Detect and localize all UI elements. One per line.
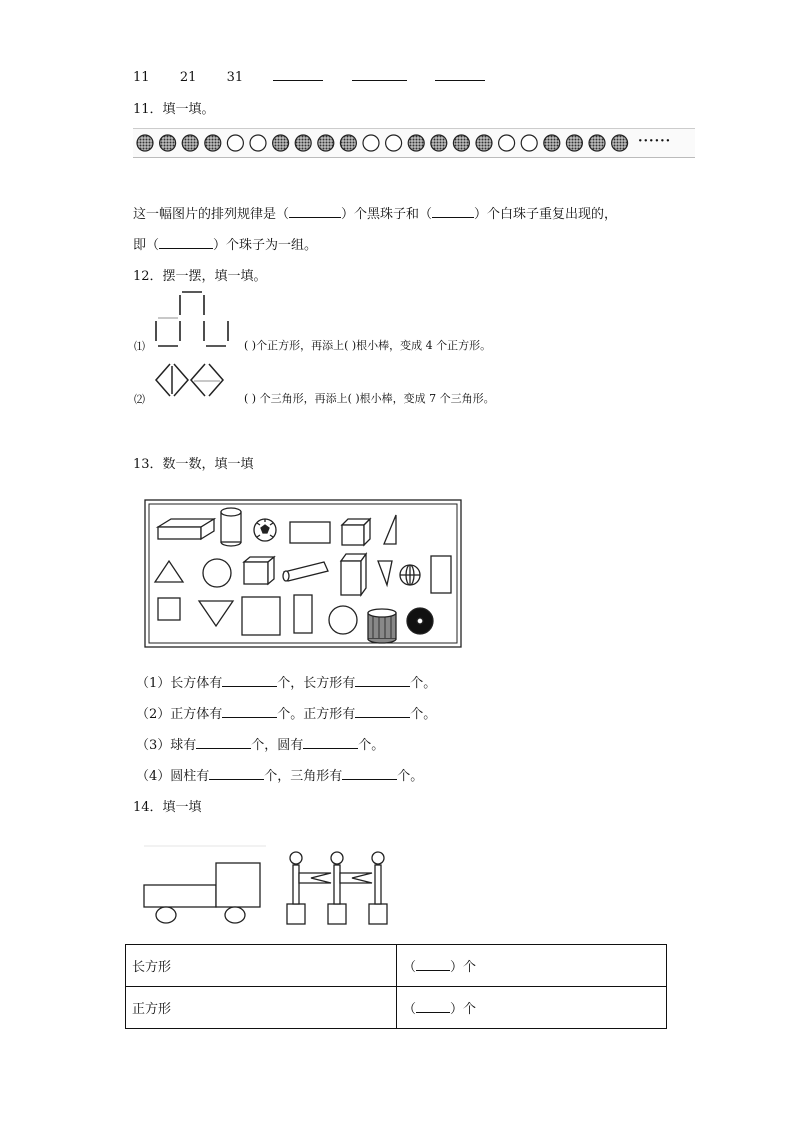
square-small (158, 598, 180, 620)
table-row (126, 987, 667, 1029)
question-11-line1: 这一幅图片的排列规律是（ ）个黑珠子和（ ）个白珠子重复出现的， (133, 207, 618, 222)
shape-count-table (125, 944, 667, 1029)
continuation-dots: ······ (638, 134, 672, 149)
answer-blank[interactable] (342, 767, 397, 780)
black-bead (182, 135, 198, 151)
part-number: ⑴ (134, 340, 145, 353)
answer-blank[interactable] (209, 767, 264, 780)
question-13-title: 13．数一数，填一填 (133, 457, 254, 472)
globe (400, 565, 420, 585)
rectangle-tall (294, 595, 312, 633)
seq-number: 21 (179, 70, 197, 85)
answer-blank[interactable] (416, 1000, 450, 1013)
question-13-line3: （3）球有 个，圆有 个。 (136, 738, 385, 753)
cuboid-flat (158, 519, 214, 539)
square (242, 597, 280, 635)
ring (407, 608, 433, 634)
white-bead (250, 135, 266, 151)
white-bead (363, 135, 379, 151)
table-cell-answer: （ ）个 (397, 987, 667, 1029)
answer-blank[interactable] (352, 68, 407, 81)
black-bead (408, 135, 424, 151)
black-bead (566, 135, 582, 151)
answer-blank[interactable] (416, 958, 450, 971)
cylinder-wood (368, 609, 396, 643)
bead-row (133, 129, 695, 157)
truck-figure (140, 840, 270, 930)
question-13-line4: （4）圆柱有 个，三角形有 个。 (136, 769, 424, 784)
cube-small (342, 519, 370, 545)
rectangle-tall (431, 556, 451, 593)
soccer-ball (254, 519, 276, 541)
answer-blank[interactable] (159, 236, 213, 249)
cylinder-upright (221, 508, 241, 546)
black-bead (589, 135, 605, 151)
black-bead (544, 135, 560, 151)
question-12-title: 12．摆一摆，填一填。 (133, 269, 267, 284)
question-13-line2: （2）正方体有 个。正方形有 个。 (136, 707, 437, 722)
black-bead (295, 135, 311, 151)
answer-blank[interactable] (303, 736, 358, 749)
white-bead (499, 135, 515, 151)
black-bead (340, 135, 356, 151)
seq-number: 11 (133, 70, 150, 85)
black-bead (273, 135, 289, 151)
answer-blank[interactable] (196, 736, 251, 749)
answer-blank[interactable] (432, 205, 474, 218)
circle (203, 559, 231, 587)
black-bead (612, 135, 628, 151)
table-cell-answer: （ ）个 (397, 945, 667, 987)
white-bead (386, 135, 402, 151)
black-bead (205, 135, 221, 151)
black-bead (476, 135, 492, 151)
answer-blank[interactable] (355, 674, 410, 687)
answer-blank[interactable] (222, 674, 277, 687)
matchstick-squares-figure (150, 289, 240, 351)
black-bead (160, 135, 176, 151)
answer-blank[interactable] (222, 705, 277, 718)
circle (329, 606, 357, 634)
table-row (126, 945, 667, 987)
question-11-line2: 即（ ）个珠子为一组。 (133, 238, 318, 253)
question-12-part1: ( )个正方形，再添上( )根小棒，变成 4 个正方形。 (244, 339, 492, 352)
bead-strip (133, 128, 695, 158)
matchstick-triangles-figure (152, 361, 232, 401)
rectangle (290, 522, 330, 543)
table-cell-label: 正方形 (126, 987, 397, 1029)
part-number: ⑵ (134, 393, 145, 406)
question-12-part2: ( ) 个三角形，再添上( )根小棒，变成 7 个三角形。 (244, 392, 495, 405)
white-bead (521, 135, 537, 151)
answer-blank[interactable] (289, 205, 341, 218)
table-cell-label: 长方形 (126, 945, 397, 987)
black-bead (137, 135, 153, 151)
cuboid-tall (341, 554, 366, 595)
answer-blank[interactable] (273, 68, 323, 81)
question-11-title: 11．填一填。 (133, 102, 215, 117)
question-13-line1: （1）长方体有 个，长方形有 个。 (136, 676, 437, 691)
question-14-title: 14．填一填 (133, 800, 202, 815)
number-sequence (133, 68, 485, 85)
seq-number: 31 (226, 70, 244, 85)
answer-blank[interactable] (355, 705, 410, 718)
cube (244, 557, 274, 584)
black-bead (431, 135, 447, 151)
shapes-picture (144, 499, 462, 649)
flag-posts-figure (283, 849, 403, 929)
black-bead (453, 135, 469, 151)
answer-blank[interactable] (435, 68, 485, 81)
black-bead (318, 135, 334, 151)
white-bead (227, 135, 243, 151)
